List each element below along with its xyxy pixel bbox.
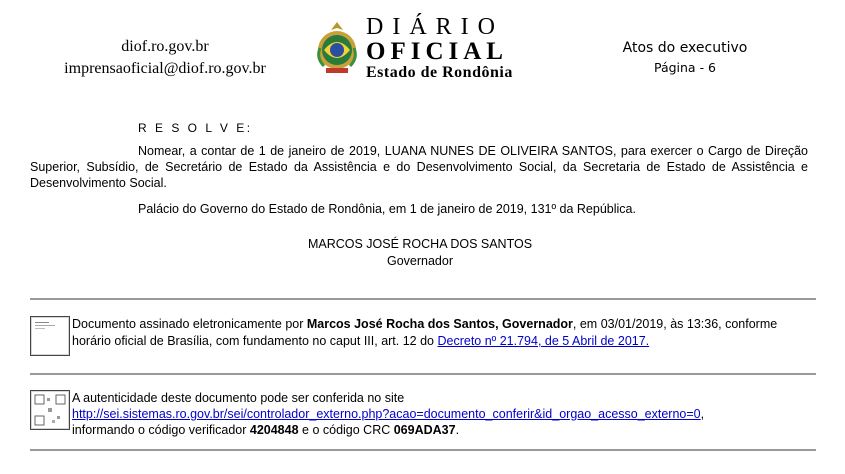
masthead-diario: DIÁRIO <box>366 14 504 40</box>
header-contact <box>30 36 300 80</box>
signature-stamp-icon <box>30 316 70 356</box>
section-title: Atos do executivo <box>622 40 748 56</box>
masthead-state: Estado de Rondônia <box>366 64 513 81</box>
divider-top <box>30 298 816 300</box>
header-section <box>600 38 770 78</box>
coat-of-arms-icon <box>312 18 362 78</box>
palace-date-paragraph: Palácio do Governo do Estado de Rondônia, em 1 de janeiro de 2019, 131º da República. <box>138 202 636 216</box>
crc-code: 069ADA37 <box>393 423 456 437</box>
authenticity-codes-line <box>72 422 817 438</box>
authenticity-line1: A autenticidade deste documento pode ser conferida no site <box>72 391 405 405</box>
resolve-heading: R E S O L V E: <box>138 121 253 135</box>
authenticity-statement <box>72 390 817 438</box>
appointment-text: Nomear, a contar de 1 de janeiro de 2019, LUANA NUNES DE OLIVEIRA SANTOS, para exercer o Cargo de Direção Superior, Subsídio, de Secretário de Estado da Assistência e do Desenvolvimento Social, da Secretaria de Estado de Assistência e Desenvolvimento Social. <box>30 144 808 190</box>
verification-url-link[interactable]: http://sei.sistemas.ro.gov.br/sei/controlador_externo.php?acao=documento_conferir&id_orgao_acesso_externo=0 <box>72 407 701 421</box>
signature-signer: Marcos José Rocha dos Santos, Governador <box>306 317 573 331</box>
codes-text-b: e o código CRC <box>298 423 394 437</box>
url-trailing-comma: , <box>700 407 705 421</box>
signer-role: Governador <box>386 254 453 268</box>
masthead-oficial: OFICIAL <box>366 38 508 65</box>
masthead <box>366 14 513 82</box>
signature-text-mid: , em 03/01/2019, às 13:36, conforme horário oficial de Brasília, com fundamento no caput III, art. 12 do <box>72 317 778 348</box>
divider-middle <box>30 373 816 375</box>
codes-text-c: . <box>455 423 460 437</box>
signer-name: MARCOS JOSÉ ROCHA DOS SANTOS <box>307 237 533 251</box>
divider-bottom <box>30 449 816 451</box>
qr-code-icon <box>30 390 70 430</box>
press-email: imprensaoficial@diof.ro.gov.br <box>64 60 266 77</box>
appointment-paragraph <box>30 143 808 191</box>
authenticity-url-line <box>72 406 817 422</box>
signature-statement <box>72 316 817 350</box>
codes-text-a: informando o código verificador <box>72 423 250 437</box>
page-number: Página - 6 <box>653 60 717 75</box>
signature-text-before: Documento assinado eletronicamente por <box>72 317 307 331</box>
decree-link[interactable]: Decreto nº 21.794, de 5 Abril de 2017. <box>437 334 650 348</box>
verifier-code: 4204848 <box>249 423 299 437</box>
site-address: diof.ro.gov.br <box>121 38 209 55</box>
